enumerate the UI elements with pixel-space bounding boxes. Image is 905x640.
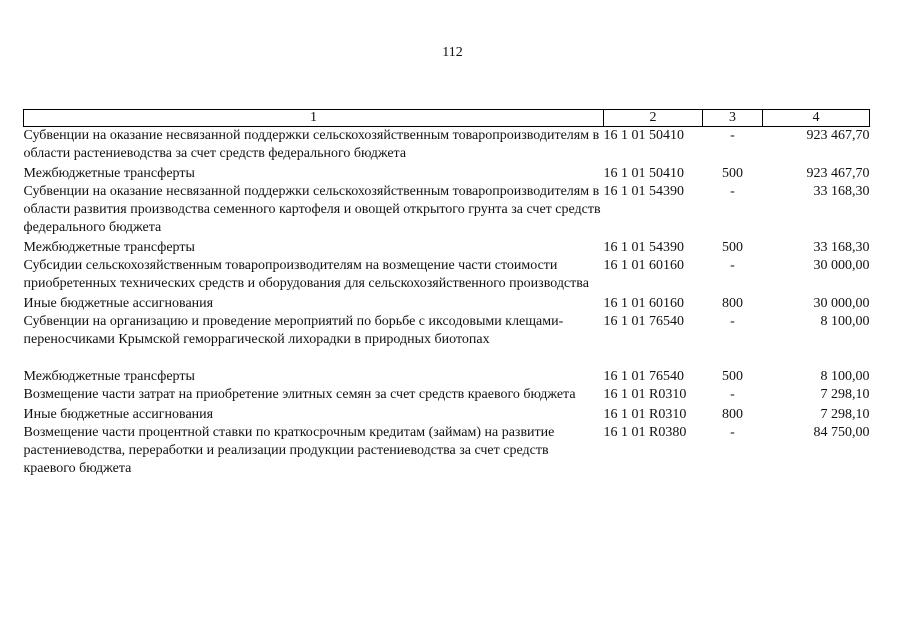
row-sum: 33 168,30 [813,240,870,255]
column-header-4: 4 [763,110,870,127]
row-code: 16 1 01 R0310 [603,407,687,422]
row-type: - [730,387,735,402]
table-row [24,183,870,239]
row-name: Субвенции на организацию и проведение мероприятий по борьбе с иксодовыми клещами-переносчиками Крымской геморрагической лихорадки в природных биотопах [23,314,564,347]
row-type: 500 [722,166,743,181]
row-sum: 84 750,00 [813,425,870,440]
row-type: 500 [722,369,743,384]
row-name: Возмещение части процентной ставки по краткосрочным кредитам (займам) на развитие растениеводства, переработки и реализации продукции растениеводства за счет средств краевого бюджета [23,425,555,476]
row-sum: 923 467,70 [806,166,870,181]
row-type: 800 [722,296,743,311]
row-name: Иные бюджетные ассигнования [23,296,214,311]
table-row [24,386,870,406]
row-sum: 923 467,70 [806,128,870,143]
row-sum: 30 000,00 [813,258,870,273]
row-type: - [730,128,735,143]
row-name: Межбюджетные трансферты [23,240,195,255]
row-code: 16 1 01 76540 [603,314,684,329]
row-type: - [730,184,735,199]
row-type: - [730,425,735,440]
page-number: 112 [442,45,463,60]
row-name: Субвенции на оказание несвязанной поддержки сельскохозяйственным товаропроизводителям в области растениеводства за счет средств федерального бюджета [23,128,600,161]
row-type: 500 [722,240,743,255]
row-code: 16 1 01 R0310 [603,387,687,402]
row-name: Иные бюджетные ассигнования [23,407,214,422]
table-row [24,406,870,424]
row-name: Субсидии сельскохозяйственным товаропроизводителям на возмещение части стоимости приобретенных технических средств и оборудования для сельскохозяйственного производства [23,258,589,291]
table-row [24,165,870,183]
row-type: - [730,314,735,329]
row-code: 16 1 01 50410 [603,128,684,143]
table-row [24,424,870,478]
row-sum: 8 100,00 [820,314,870,329]
row-code: 16 1 01 R0380 [603,425,687,440]
table-row [24,239,870,257]
row-code: 16 1 01 54390 [603,184,684,199]
row-sum: 7 298,10 [820,407,870,422]
row-code: 16 1 01 60160 [603,296,684,311]
table-row [24,257,870,295]
table-row [24,368,870,386]
row-type: - [730,258,735,273]
row-code: 16 1 01 54390 [603,240,684,255]
column-header-3: 3 [703,110,763,127]
row-type: 800 [722,407,743,422]
table-row [24,295,870,313]
row-sum: 8 100,00 [820,369,870,384]
table-header-row [24,110,870,127]
row-code: 16 1 01 76540 [603,369,684,384]
table-row [24,127,870,166]
budget-table [23,109,870,478]
row-sum: 7 298,10 [820,387,870,402]
table-row [24,313,870,368]
row-sum: 33 168,30 [813,184,870,199]
row-code: 16 1 01 60160 [603,258,684,273]
row-name: Межбюджетные трансферты [23,369,195,384]
row-code: 16 1 01 50410 [603,166,684,181]
row-name: Межбюджетные трансферты [23,166,195,181]
column-header-2: 2 [604,110,703,127]
row-name: Возмещение части затрат на приобретение элитных семян за счет средств краевого бюджета [23,387,576,402]
row-sum: 30 000,00 [813,296,870,311]
row-name: Субвенции на оказание несвязанной поддержки сельскохозяйственным товаропроизводителям в области развития производства семенного картофеля и овощей открытого грунта за счет средств федерального бюджета [23,184,601,235]
column-header-1: 1 [24,110,604,127]
